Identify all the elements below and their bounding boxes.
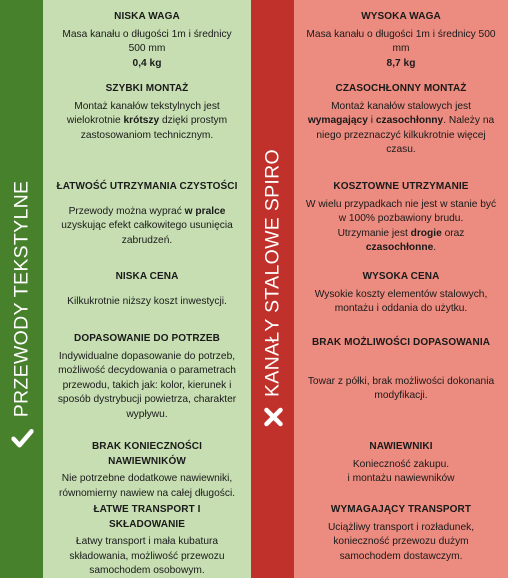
- check-icon: [11, 428, 33, 448]
- section-body: Masa kanału o długości 1m i średnicy 500 mm: [62, 28, 232, 54]
- textile-ducts-column: [43, 0, 251, 578]
- section-heading: WYSOKA WAGA: [361, 11, 441, 22]
- section-body: Uciążliwy transport i rozładunek, konieczność przewozu dużym samochodem dostawczym.: [327, 521, 475, 562]
- section-body: Przewody można wyprać w pralce uzyskując efekt całkowitego usunięcia zabrudzeń.: [61, 205, 233, 246]
- section-heading: ŁATWE TRANSPORT I SKŁADOWANIE: [93, 504, 201, 530]
- section-easy-transport: [55, 503, 239, 579]
- section-heading: CZASOCHŁONNY MONTAŻ: [335, 83, 467, 94]
- section-heading: WYSOKA CENA: [362, 271, 440, 282]
- section-slow-assembly: [302, 82, 500, 158]
- section-body: Indywidualne dopasowanie do potrzeb, możliwość decydowania o parametrach przewodu, takich jak: kolor, kierunek i sposób dystrybucji powietrza, charakter wypływu.: [57, 350, 237, 420]
- left-vertical-title: [0, 0, 43, 578]
- section-body: Montaż kanałów stalowych jest wymagający i czasochłonny. Należy na niego przeznaczyć kilkukrotnie więcej czasu.: [307, 100, 495, 155]
- section-body-2: i montażu nawiewników: [347, 473, 455, 484]
- section-body: Wysokie koszty elementów stalowych, montażu i oddania do użytku.: [314, 288, 488, 314]
- steel-ducts-column: [294, 0, 508, 578]
- left-title-bar: [0, 0, 43, 578]
- section-heading: ŁATWOŚĆ UTRZYMANIA CZYSTOŚCI: [56, 181, 238, 192]
- right-title: KANAŁY STALOWE SPIRO: [261, 148, 283, 398]
- section-heading: NAWIEWNIKI: [369, 441, 433, 452]
- section-custom-fit: [55, 332, 239, 422]
- section-no-diffusers: [55, 440, 239, 501]
- section-heading: NISKA CENA: [115, 271, 179, 282]
- section-costly-maintenance: [302, 180, 500, 256]
- section-body: Montaż kanałów tekstylnych jest wielokrotnie krótszy dzięki prostym zastosowaniom technicznym.: [66, 100, 228, 141]
- section-heading: NISKA WAGA: [114, 11, 180, 22]
- section-high-weight: [302, 10, 500, 71]
- section-body: Konieczność zakupu.: [352, 458, 450, 470]
- section-body: Łatwy transport i mała kubatura składowania, możliwość przewozu samochodem osobowym.: [69, 536, 225, 576]
- section-high-price: [302, 270, 500, 317]
- section-value: 0,4 kg: [132, 57, 162, 69]
- section-diffusers: [302, 440, 500, 487]
- section-body: Towar z półki, brak możliwości dokonania modyfikacji.: [307, 375, 495, 401]
- section-heading: BRAK KONIECZNOŚCI NAWIEWNIKÓW: [91, 441, 203, 467]
- section-body: Kilkukrotnie niższy koszt inwestycji.: [67, 295, 227, 307]
- section-heading: SZYBKI MONTAŻ: [105, 83, 189, 94]
- section-no-fit: [302, 336, 500, 404]
- x-icon: [263, 407, 283, 427]
- section-heading: KOSZTOWNE UTRZYMANIE: [333, 181, 469, 192]
- section-heading: BRAK MOŻLIWOŚCI DOPASOWANIA: [311, 337, 491, 348]
- section-heading: WYMAGAJĄCY TRANSPORT: [330, 504, 472, 515]
- right-vertical-title: [251, 0, 294, 578]
- section-body: W wielu przypadkach nie jest w stanie być w 100% pozbawiony brudu.: [305, 198, 497, 224]
- section-demanding-transport: [302, 503, 500, 564]
- right-title-bar: [251, 0, 294, 578]
- section-body: Masa kanału o długości 1m i średnicy 500 mm: [306, 28, 496, 54]
- section-fast-assembly: [55, 82, 239, 143]
- section-low-price: [55, 270, 239, 309]
- section-body: Nie potrzebne dodatkowe nawiewniki, równomierny nawiew na całej długości.: [58, 473, 236, 499]
- section-value: 8,7 kg: [386, 57, 416, 69]
- section-body-2: Utrzymanie jest drogie oraz czasochłonne.: [337, 227, 465, 253]
- section-low-weight: [55, 10, 239, 71]
- left-title: PRZEWODY TEKSTYLNE: [10, 180, 32, 418]
- section-easy-cleaning: [55, 180, 239, 248]
- section-heading: DOPASOWANIE DO POTRZEB: [74, 333, 220, 344]
